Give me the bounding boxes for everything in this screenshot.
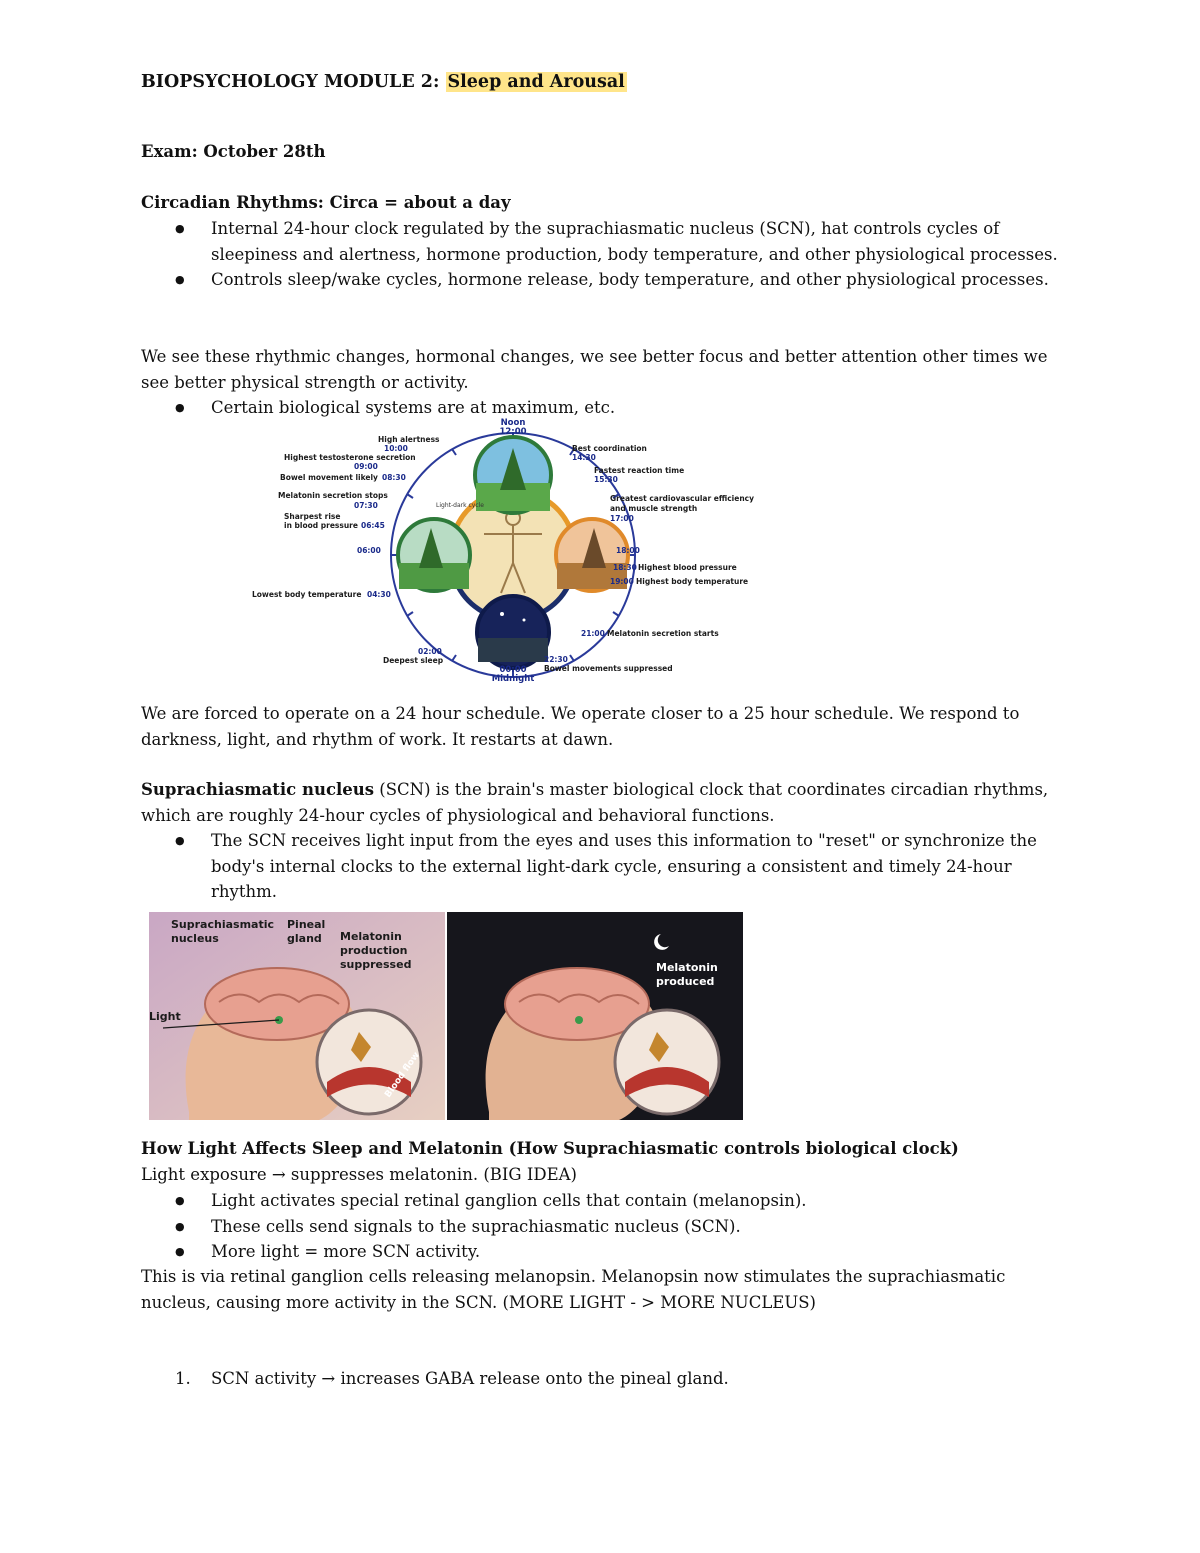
list-item: ● The SCN receives light input from the eyes and uses this information to "reset" or synchronize the body's internal clocks to the external light-dark cycle, ensuring a consistent and timely 24-hour rhythm. (141, 828, 1061, 905)
melatonin-suppressed-label: production (340, 944, 408, 957)
clock-time: 04:30 (367, 590, 391, 599)
dawn-scene-icon (398, 519, 470, 591)
list-item: ● Internal 24-hour clock regulated by the suprachiasmatic nucleus (SCN), hat controls cycles of sleepiness and alertness, hormone production, body temperature, and other physiological processes. (141, 216, 1061, 267)
scn-paragraph (141, 777, 1061, 828)
list-item: ● These cells send signals to the suprachiasmatic nucleus (SCN). (141, 1214, 1061, 1240)
circadian-bullets (141, 216, 1061, 293)
clock-label: Fastest reaction time (594, 466, 685, 475)
clock-label: Highest body temperature (636, 577, 749, 586)
circadian-clock-svg (206, 418, 755, 688)
big-idea: Light exposure → suppresses melatonin. (BIG IDEA) (141, 1165, 577, 1184)
clock-time: 10:00 (384, 444, 408, 453)
clock-time: 18:30 (613, 563, 637, 572)
noon-scene-icon (475, 437, 551, 513)
pineal-label: gland (287, 932, 322, 945)
noon-label: Noon (500, 418, 526, 428)
clock-time: 18:00 (616, 546, 640, 555)
clock-time: 06:45 (361, 521, 385, 530)
scn-label: nucleus (171, 932, 219, 945)
melatonin-brain-figure (149, 912, 743, 1120)
document-title (141, 70, 1061, 96)
clock-label: Deepest sleep (383, 656, 444, 665)
blood-flow-label: Blood flow (383, 1050, 422, 1100)
brain-figure-svg (149, 912, 743, 1120)
midnight-label: Midnight (491, 674, 535, 684)
night-zoom-circle (615, 1010, 719, 1114)
scn-term: Suprachiasmatic nucleus (141, 780, 375, 799)
numbered-list (141, 1366, 1061, 1392)
clock-label: Highest blood pressure (638, 563, 737, 572)
clock-label: in blood pressure (284, 521, 358, 530)
melanopsin-paragraph: This is via retinal ganglion cells releasing melanopsin. Melanopsin now stimulates the suprachiasmatic nucleus, causing more activity in the SCN. (MORE LIGHT - > MORE NUCLEUS) (141, 1267, 1006, 1312)
clock-label: Lowest body temperature (252, 590, 362, 599)
clock-time: 19:00 (610, 577, 634, 586)
clock-label: Bowel movement likely (280, 473, 378, 482)
list-item (141, 1366, 1061, 1392)
clock-time: 17:00 (610, 514, 634, 523)
melatonin-produced-label: Melatonin (656, 961, 718, 974)
scn-definition: (SCN) is the brain's master biological clock that coordinates circadian rhythms, which are roughly 24-hour cycles of physiological and behavioral functions. (141, 780, 1049, 825)
clock-label: Melatonin secretion stops (278, 491, 388, 500)
midnight-scene-icon (477, 596, 549, 668)
schedule-paragraph: We are forced to operate on a 24 hour schedule. We operate closer to a 25 hour schedule. We respond to darkness, light, and rhythm of work. It restarts at dawn. (141, 704, 1020, 749)
melatonin-produced-label: produced (656, 975, 715, 988)
noon-time: 12:00 (499, 427, 527, 437)
clock-time: 22:30 (544, 655, 568, 664)
topic-highlight: Sleep and Arousal (447, 72, 625, 92)
melatonin-suppressed-label: Melatonin (340, 930, 402, 943)
clock-time: 06:00 (357, 546, 381, 555)
clock-time: 07:30 (354, 501, 378, 510)
clock-label: and muscle strength (610, 504, 698, 513)
module-label: BIOPSYCHOLOGY MODULE 2: (141, 72, 440, 92)
clock-label: Melatonin secretion starts (607, 629, 719, 638)
clock-label: Greatest cardiovascular efficiency (610, 494, 755, 503)
pineal-label: Pineal (287, 918, 326, 931)
list-number: 1. (175, 1369, 191, 1388)
list-item: ● Controls sleep/wake cycles, hormone release, body temperature, and other physiological processes. (141, 267, 1061, 293)
scn-label: Suprachiasmatic (171, 918, 275, 931)
list-text: SCN activity → increases GABA release onto the pineal gland. (211, 1369, 729, 1388)
clock-label: Best coordination (572, 444, 647, 453)
light-heading: How Light Affects Sleep and Melatonin (How Suprachiasmatic controls biological clock) (141, 1139, 959, 1158)
clock-label: High alertness (378, 435, 440, 444)
clock-time: 15:30 (594, 475, 618, 484)
inner-cycle-label: Light-dark cycle (436, 502, 484, 509)
scn-bullets (141, 828, 1061, 905)
clock-label: Sharpest rise (284, 512, 341, 521)
light-bullets (141, 1188, 1061, 1265)
list-item: ● More light = more SCN activity. (141, 1239, 1061, 1265)
night-labels (656, 961, 718, 988)
melatonin-suppressed-label: suppressed (340, 958, 412, 971)
clock-time: 21:00 (581, 629, 605, 638)
clock-time: 02:00 (418, 647, 442, 656)
circadian-heading: Circadian Rhythms: Circa = about a day (141, 193, 511, 212)
clock-time: 14:30 (572, 453, 596, 462)
exam-date: Exam: October 28th (141, 142, 326, 161)
list-item: ● Certain biological systems are at maximum, etc. (141, 395, 1061, 421)
midnight-time: 00:00 (499, 665, 527, 675)
rhythmic-bullets (141, 395, 1061, 421)
circadian-clock-figure (206, 418, 755, 688)
clock-label: Highest testosterone secretion (284, 453, 416, 462)
clock-time: 09:00 (354, 462, 378, 471)
clock-time: 08:30 (382, 473, 406, 482)
light-label: Light (149, 1010, 181, 1023)
list-item: ● Light activates special retinal ganglion cells that contain (melanopsin). (141, 1188, 1061, 1214)
clock-label: Bowel movements suppressed (544, 664, 673, 673)
rhythmic-paragraph: We see these rhythmic changes, hormonal changes, we see better focus and better attention other times we see better physical strength or activity. (141, 347, 1048, 392)
